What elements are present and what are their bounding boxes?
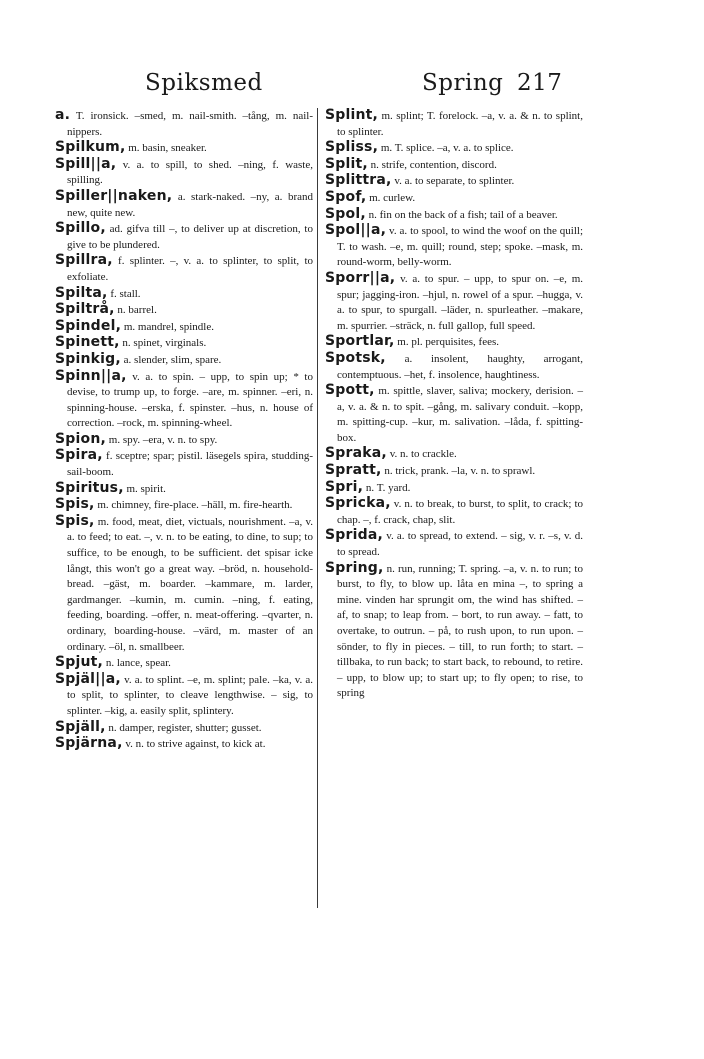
page-number: 217 <box>517 70 563 96</box>
column-divider <box>317 108 318 908</box>
dictionary-entry: Spillo, ad. gifva till –, to deliver up at discretion, to give to be plundered. <box>55 220 313 251</box>
dictionary-entry: a. T. ironsick. –smed, m. nail-smith. –tång, m. nail-nippers. <box>55 107 313 138</box>
left-column <box>55 108 313 753</box>
dictionary-entry: Spis, m. food, meat, diet, victuals, nourishment. –a, v. a. to feed; to eat. –, v. n. to be eating, to dine, to sup; to suffice, to be enough, to be sufficient. det spisar icke långt, this won't go a great way. –bröd, n. household-bread. –gäst, m. boarder. –kammare, m. larder, gardmanger. –kumin, m. cumin. –ning, f. eating, feeding, boarding. –offer, n. meat-offering. –qvarter, n. ordinary, boarding-house. –värd, m. master of an ordinary. –öl, n. smallbeer. <box>55 512 313 653</box>
dictionary-entry: Splittra, v. a. to separate, to splinter. <box>325 172 515 189</box>
dictionary-entry: Spill||a, v. a. to spill, to shed. –ning, f. waste, spilling. <box>55 155 313 187</box>
dictionary-entry: Sportlar, m. pl. perquisites, fees. <box>325 333 500 350</box>
dictionary-entry: Spis, m. chimney, fire-place. –häll, m. fire-hearth. <box>55 496 293 513</box>
dictionary-entry: Spion, m. spy. –era, v. n. to spy. <box>55 430 218 447</box>
dictionary-entry: Spratt, n. trick, prank. –la, v. n. to sprawl. <box>325 462 536 479</box>
dictionary-entry: Spjäll, n. damper, register, shutter; gusset. <box>55 718 262 735</box>
dictionary-entry: Sporr||a, v. a. to spur. – upp, to spur on. –e, m. spur; jagging-iron. –hjul, n. rowel of a spur. –hugga, v. a. to spur, to spurgall. –läder, n. spurleather. –makare, m. spurrier. –sträck, n. full gallop, full speed. <box>325 269 583 332</box>
dictionary-entry: Spinn||a, v. a. to spin. – upp, to spin up; * to devise, to trump up, to forge. –are, m. spinner. –eri, n. spinning-house. –erska, f. spinster. –hus, n. house of correction. –rock, m. spinning-wheel. <box>55 367 313 430</box>
dictionary-entry: Spiritus, m. spirit. <box>55 479 166 496</box>
dictionary-entry: Spilta, f. stall. <box>55 284 141 301</box>
dictionary-entry: Spjärna, v. n. to strive against, to kick at. <box>55 735 266 752</box>
running-head-left: Spiksmed <box>145 70 263 96</box>
dictionary-entry: Spilkum, m. basin, sneaker. <box>55 139 207 156</box>
dictionary-entry: Spott, m. spittle, slaver, saliva; mockery, derision. –a, v. a. & n. to spit. –gång, m. salivary conduit. –kopp, m. spitting-cup. –kur, m. salivation. –låda, f. spitting-box. <box>325 382 583 444</box>
dictionary-entry: Spinkig, a. slender, slim, spare. <box>55 350 222 367</box>
dictionary-entry: Spillra, f. splinter. –, v. a. to splinter, to split, to exfoliate. <box>55 252 313 283</box>
dictionary-entry: Spricka, v. n. to break, to burst, to split, to crack; to chap. –, f. crack, chap, slit. <box>325 495 583 526</box>
running-head-right: Spring <box>422 70 504 96</box>
dictionary-entry: Spjut, n. lance, spear. <box>55 654 171 671</box>
dictionary-entry: Spotsk, a. insolent, haughty, arrogant, contemptuous. –het, f. insolence, haughtiness. <box>325 349 583 381</box>
dictionary-entry: Spira, f. sceptre; spar; pistil. läsegels spira, studding-sail-boom. <box>55 447 313 479</box>
dictionary-entry: Spiller||naken, a. stark-naked. –ny, a. brand new, quite new. <box>55 187 313 219</box>
dictionary-entry: Spliss, m. T. splice. –a, v. a. to splice. <box>325 139 514 156</box>
dictionary-entry: Spjäl||a, v. a. to splint. –e, m. splint; pale. –ka, v. a. to split, to splinter, to cleave lengthwise. – sig, to splinter. –kig, a. easily split, splintery. <box>55 670 313 717</box>
dictionary-entry: Spri, n. T. yard. <box>325 478 411 495</box>
dictionary-entry: Spraka, v. n. to crackle. <box>325 445 457 462</box>
dictionary-entry: Spof, m. curlew. <box>325 188 416 205</box>
right-column <box>325 108 583 702</box>
dictionary-entry: Splint, m. splint; T. forelock. –a, v. a. & n. to splint, to splinter. <box>325 107 583 138</box>
dictionary-entry: Spol, n. fin on the back of a fish; tail of a beaver. <box>325 205 558 222</box>
dictionary-entry: Spinett, n. spinet, virginals. <box>55 334 207 351</box>
dictionary-entry: Spiltrå, n. barrel. <box>55 301 157 318</box>
dictionary-entry: Spring, n. run, running; T. spring. –a, v. n. to run; to burst, to fly, to blow up. låta en mina –, to spring a mine. vinden har sprungit om, the wind has shifted. – af, to snap; to leap from. – bort, to run away. – fatt, to overtake, to outrun. – på, to rush upon, to run upon. – sönder, to fly in pieces. – till, to run forth; to start. – tillbaka, to run back; to start back, to rebound, to retire. – upp, to blow up; to start up; to fly open; to rise, to spring <box>325 559 583 700</box>
dictionary-entry: Spol||a, v. a. to spool, to wind the woof on the quill; T. to wash. –e, m. quill; round, step; spoke. –mask, m. round-worm, belly-worm. <box>325 222 583 269</box>
dictionary-entry: Sprida, v. a. to spread, to extend. – sig, v. r. –s, v. d. to spread. <box>325 527 583 559</box>
dictionary-entry: Split, n. strife, contention, discord. <box>325 155 497 172</box>
dictionary-entry: Spindel, m. mandrel, spindle. <box>55 317 214 334</box>
